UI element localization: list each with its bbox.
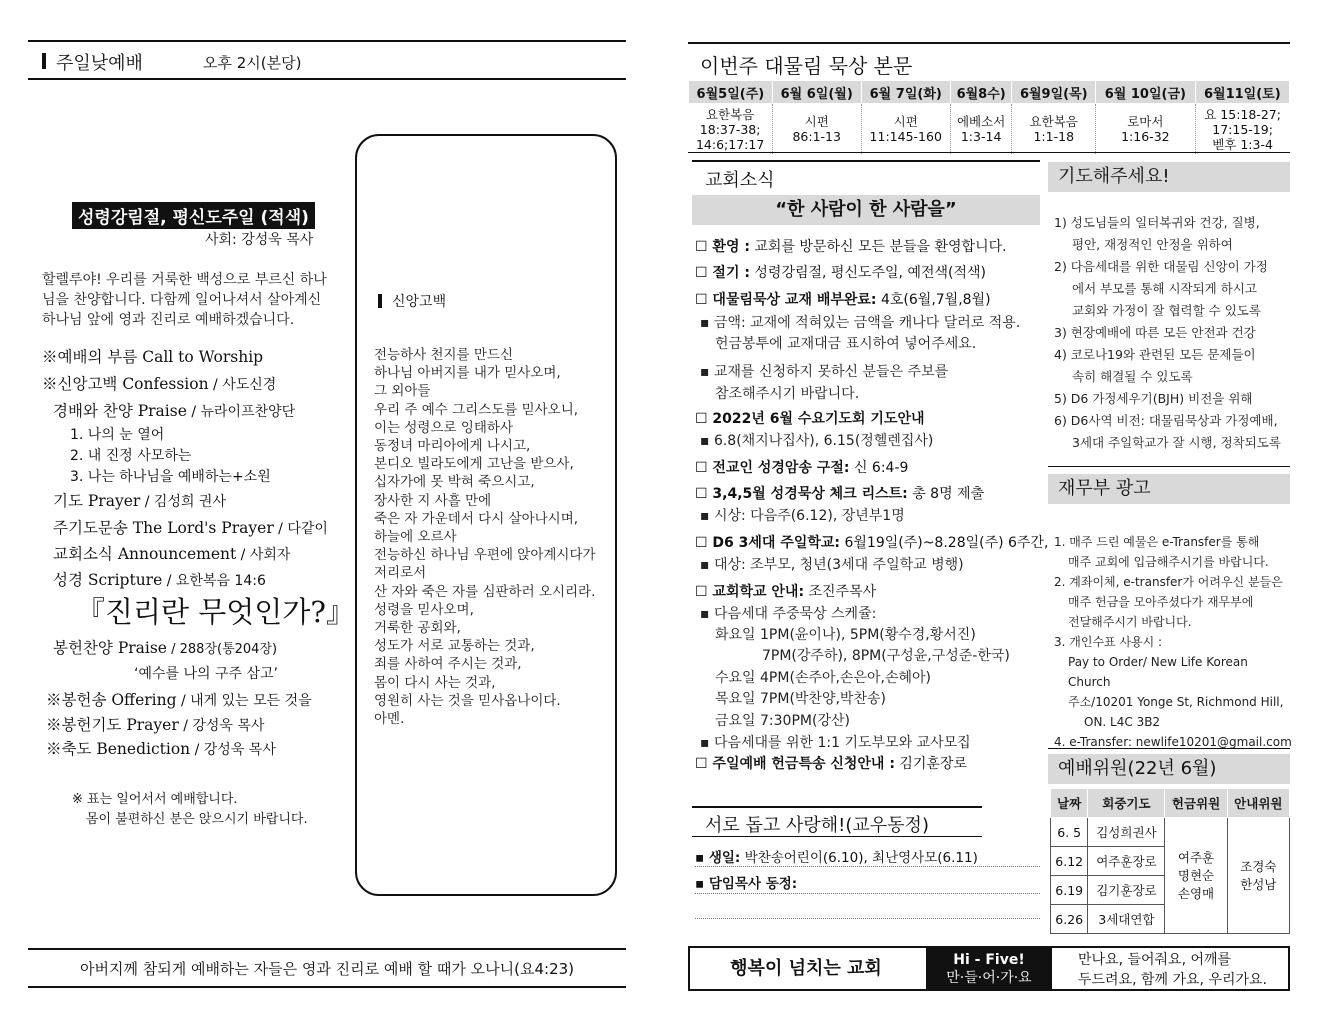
order-item: 성경 Scripture / 요한복음 14:6	[53, 571, 266, 589]
reading-passage: 시편 86:1-13	[772, 104, 861, 155]
news-item: ☐ 주일예배 헌금특송 신청안내 : 김기훈장로	[695, 756, 968, 772]
reading-passage: 요한복음 18:37-38; 14:6;17:17	[695, 106, 765, 152]
prayer-item: 4) 코로나19와 관련된 모든 문제들이	[1054, 347, 1256, 362]
prayer-item: 교회와 가정이 잘 협력할 수 있도록	[1072, 303, 1261, 318]
finance-title: 재무부 광고	[1048, 474, 1290, 504]
reading-passage: 로마서 1:16-32	[1096, 104, 1196, 155]
news-sub: ▪ 금액: 교재에 적혀있는 금액을 캐나다 달러로 적용.	[700, 315, 1021, 331]
order-item: 경배와 찬양 Praise / 뉴라이프찬양단	[53, 402, 296, 420]
order-item: ※예배의 부름 Call to Worship	[42, 348, 264, 366]
reading-day: 6월 7일(화)	[861, 81, 950, 104]
reading-bottom-rule	[688, 152, 1290, 153]
prayer-item: 3세대 주일학교가 잘 시행, 정착되도록	[1072, 435, 1281, 450]
duty-date: 6. 5	[1051, 818, 1088, 847]
prayer-item: 5) D6 가정세우기(BJH) 비전을 위해	[1054, 391, 1253, 406]
news-sub: 헌금봉투에 교재대금 표시하여 넣어주세요.	[715, 336, 977, 352]
news-sub: 수요일 4PM(손주아,손은아,손혜아)	[715, 670, 931, 686]
reading-day: 6월 6일(월)	[772, 81, 861, 104]
reading-day: 6월8수)	[950, 81, 1012, 104]
finance-item: 2. 계좌이체, e-transfer가 어려우신 분들은	[1054, 575, 1283, 589]
duty-date: 6.12	[1051, 847, 1088, 876]
prayer-item: 1) 성도님들의 일터복귀와 건강, 질병,	[1054, 215, 1260, 230]
finance-item: 주소/10201 Yonge St, Richmond Hill,	[1068, 695, 1284, 709]
church-name: 행복이 넘치는 교회	[730, 958, 882, 979]
news-title: 교회소식	[705, 170, 775, 191]
worship-title: 주일낮예배	[56, 53, 143, 74]
footer-motto: 만나요, 들어줘요, 어깨를 두드려요, 함께 가요, 우리가요.	[1078, 952, 1267, 988]
song-item: 1. 나의 눈 열어	[70, 427, 165, 443]
prayer-item: 6) D6사역 비전: 대물림묵상과 가정예배,	[1054, 413, 1278, 428]
creed-line: 이는 성령으로 잉태하사	[374, 419, 513, 436]
care-rule	[692, 836, 982, 837]
order-item: ※봉헌기도 Prayer / 강성욱 목사	[46, 716, 265, 734]
care-item: ▪ 담임목사 동정:	[695, 876, 798, 892]
top-rule	[688, 42, 1290, 44]
order-item: ※봉헌송 Offering / 내게 있는 모든 것을	[46, 691, 312, 709]
news-sub: ▪ 다음세대를 위한 1:1 기도부모와 교사모집	[700, 735, 971, 751]
reading-table	[688, 80, 1290, 154]
leader: 사회: 강성욱 목사	[205, 232, 314, 248]
creed-line: 본디오 빌라도에게 고난을 받으사,	[374, 456, 574, 473]
prayer-rule	[1048, 466, 1290, 467]
care-title: 서로 돕고 사랑해!(교우동정)	[705, 815, 929, 836]
creed-text	[374, 346, 614, 728]
prayer-title: 기도해주세요!	[1048, 162, 1290, 192]
prayer-item: 에서 부모를 통해 시작되게 하시고	[1072, 281, 1257, 296]
creed-line: 죄를 사하여 주시는 것과,	[374, 656, 522, 673]
finance-item: 3. 개인수표 사용시 :	[1054, 635, 1163, 649]
order-item: ※축도 Benediction / 강성욱 목사	[46, 740, 276, 758]
creed-line: 아멘.	[374, 711, 405, 728]
creed-line: 그 외아들	[374, 383, 431, 400]
duty-prayer: 3세대연합	[1088, 905, 1165, 934]
prayer-item: 평안, 재정적인 안정을 위하여	[1072, 237, 1233, 252]
creed-line: 몸이 다시 사는 것과,	[374, 674, 496, 691]
duty-header: 안내위원	[1227, 789, 1289, 818]
standing-note	[72, 790, 308, 830]
praise-song: ‘예수를 나의 구주 삼고’	[134, 666, 278, 682]
duty-prayer: 여주훈장로	[1088, 847, 1165, 876]
dot-rule	[695, 918, 1040, 919]
news-sub: ▪ 6.8(채지나집사), 6.15(정헬렌집사)	[700, 433, 934, 449]
creed-title: 신앙고백	[378, 291, 446, 311]
note-line: ※ 표는 일어서서 예배합니다.	[72, 792, 238, 807]
news-sub: 화요일 1PM(윤이나), 5PM(황수경,황서진)	[715, 627, 976, 643]
care-item: ▪ 생일: 박찬송어린이(6.10), 최난영사모(6.11)	[695, 850, 978, 866]
song-item: 3. 나는 하나님을 예배하는+소원	[70, 469, 271, 485]
worship-time: 오후 2시(본당)	[203, 54, 302, 72]
reading-day: 6월5일(주)	[689, 81, 773, 104]
care-top-rule	[692, 806, 982, 808]
reading-passage: 에베소서 1:3-14	[950, 104, 1012, 155]
news-sub: ▪ 교재를 신청하지 못하신 분들은 주보를	[700, 364, 949, 380]
finance-item: 매주 헌금을 모아주셨다가 재무부에	[1068, 595, 1254, 609]
creed-line: 저리로서	[374, 565, 427, 582]
intro-line: 하나님 앞에 영과 진리로 예배하겠습니다.	[42, 312, 295, 328]
news-sub: 7PM(강주하), 8PM(구성윤,구성준-한국)	[762, 648, 1010, 664]
news-quote: “한 사람이 한 사람을”	[692, 195, 1040, 225]
prayer-item: 2) 다음세대를 위한 대물림 신앙이 가정	[1054, 259, 1268, 274]
duty-header: 날짜	[1051, 789, 1088, 818]
sermon-title: 『진리란 무엇인가?』	[76, 595, 355, 629]
news-sub: 목요일 7PM(박찬양,박찬송)	[715, 691, 886, 707]
prayer-item: 3) 현장예배에 따른 모든 안전과 건강	[1054, 325, 1256, 340]
hifive-badge: Hi - Five! 만·들·어·가·요	[926, 948, 1052, 989]
news-item: ☐ 절기 : 성령강림절, 평신도주일, 예전색(적색)	[695, 265, 986, 281]
news-top-rule	[692, 160, 1040, 162]
worship-header	[28, 40, 626, 80]
creed-line: 전능하사 천지를 만드신	[374, 347, 513, 363]
duty-header: 헌금위원	[1165, 789, 1227, 818]
creed-line: 성령을 믿사오며,	[374, 601, 474, 618]
creed-line: 성도가 서로 교통하는 것과,	[374, 638, 535, 655]
creed-line: 하나님 아버지를 내가 믿사오며,	[374, 365, 561, 382]
news-sub: 금요일 7:30PM(강산)	[715, 713, 850, 729]
duty-title: 예배위원(22년 6월)	[1048, 754, 1290, 784]
creed-line: 동정녀 마리아에게 나시고,	[374, 438, 531, 455]
duty-table	[1050, 788, 1290, 934]
news-sub: ▪ 시상: 다음주(6.12), 장년부1명	[700, 508, 905, 524]
reading-passage: 요한복음 1:1-18	[1012, 104, 1096, 155]
news-item: ☐ 3,4,5월 성경묵상 체크 리스트: 총 8명 제출	[695, 486, 985, 502]
creed-line: 하늘에 오르사	[374, 529, 457, 546]
reading-day: 6월 10일(금)	[1096, 81, 1196, 104]
reading-passage: 시편 11:145-160	[861, 104, 950, 155]
order-item: 기도 Prayer / 김성희 권사	[53, 492, 226, 510]
news-item: ☐ 환영 : 교회를 방문하신 모든 분들을 환영합니다.	[695, 239, 1007, 255]
prayer-item: 속히 해결될 수 있도록	[1072, 369, 1193, 384]
finance-item: Pay to Order/ New Life Korean Church	[1068, 655, 1248, 689]
creed-line: 영원히 사는 것을 믿사옵나이다.	[374, 692, 561, 709]
order-item: 교회소식 Announcement / 사회자	[53, 545, 291, 563]
creed-line: 거룩한 공회와,	[374, 620, 461, 637]
creed-line: 십자가에 못 박혀 죽으시고,	[374, 474, 535, 491]
finance-rule	[1048, 748, 1290, 749]
duty-usher: 조경숙 한성남	[1227, 818, 1289, 934]
duty-date: 6.26	[1051, 905, 1088, 934]
news-item: ☐ 전교인 성경암송 구절: 신 6:4-9	[695, 460, 909, 476]
reading-day: 6월9일(목)	[1012, 81, 1096, 104]
order-item: ※신앙고백 Confession / 사도신경	[42, 375, 277, 393]
reading-day: 6월11일(토)	[1195, 81, 1289, 104]
creed-line: 장사한 지 사흘 만에	[374, 492, 492, 509]
finance-item: 1. 매주 드린 예물은 e-Transfer를 통해	[1054, 535, 1260, 549]
news-sub: ▪ 다음세대 주중묵상 스케쥴:	[700, 606, 877, 622]
reading-title: 이번주 대물림 묵상 본문	[700, 54, 913, 78]
finance-list	[1054, 532, 1294, 752]
news-item: ☐ 대물림묵상 교재 배부완료: 4호(6월,7월,8월)	[695, 292, 991, 308]
news-sub: ▪ 대상: 조부모, 청년(3세대 주일학교 병행)	[700, 557, 964, 573]
header-bar	[42, 53, 46, 69]
finance-item: 4. e-Transfer: newlife10201@gmail.com	[1054, 735, 1292, 749]
duty-date: 6.19	[1051, 876, 1088, 905]
creed-line: 전능하신 하나님 우편에 앉아계시다가	[374, 547, 596, 564]
song-item: 2. 내 진정 사모하는	[70, 448, 192, 464]
intro-line: 할렐루야! 우리를 거룩한 백성으로 부르신 하나	[42, 272, 327, 288]
news-item: ☐ D6 3세대 주일학교: 6월19일(주)~8.28일(주) 6주간,	[695, 535, 1049, 551]
order-item: 봉헌찬양 Praise / 288장(통204장)	[53, 639, 278, 657]
note-line: 몸이 불편하신 분은 앉으시기 바랍니다.	[86, 812, 308, 827]
creed-line: 산 자와 죽은 자를 심판하러 오시리라.	[374, 583, 596, 600]
finance-item: 매주 교회에 입금해주시기를 바랍니다.	[1068, 555, 1269, 569]
intro-line: 님을 찬양합니다. 다함께 일어나셔서 살아계신	[42, 292, 322, 308]
duty-offering: 여주훈 명현순 손영매	[1165, 818, 1227, 934]
prayer-list	[1054, 212, 1294, 454]
duty-prayer: 김기훈장로	[1088, 876, 1165, 905]
order-item: 주기도문송 The Lord's Prayer / 다같이	[53, 519, 328, 537]
news-sub: 참조해주시기 바랍니다.	[715, 386, 860, 402]
dot-rule	[695, 893, 1040, 894]
liturgy-banner: 성령강림절, 평신도주일 (적색)	[72, 202, 315, 229]
intro-text	[42, 270, 337, 330]
duty-prayer: 김성희권사	[1088, 818, 1165, 847]
bible-verse: 아버지께 참되게 예배하는 자들은 영과 진리로 예배 할 때가 오나니(요4:23)	[28, 948, 626, 988]
creed-line: 죽은 자 가운데서 다시 살아나시며,	[374, 510, 579, 527]
finance-item: ON. L4C 3B2	[1084, 715, 1161, 729]
creed-line: 우리 주 예수 그리스도를 믿사오니,	[374, 401, 579, 418]
reading-passage: 요 15:18-27; 17:15-19; 벧후 1:3-4	[1195, 104, 1289, 155]
news-item: ☐ 2022년 6월 수요기도회 기도안내	[695, 411, 925, 427]
duty-header: 회중기도	[1088, 789, 1165, 818]
dot-rule	[695, 866, 1040, 867]
finance-item: 전달해주시기 바랍니다.	[1068, 615, 1192, 629]
news-item: ☐ 교회학교 안내: 조진주목사	[695, 584, 877, 600]
